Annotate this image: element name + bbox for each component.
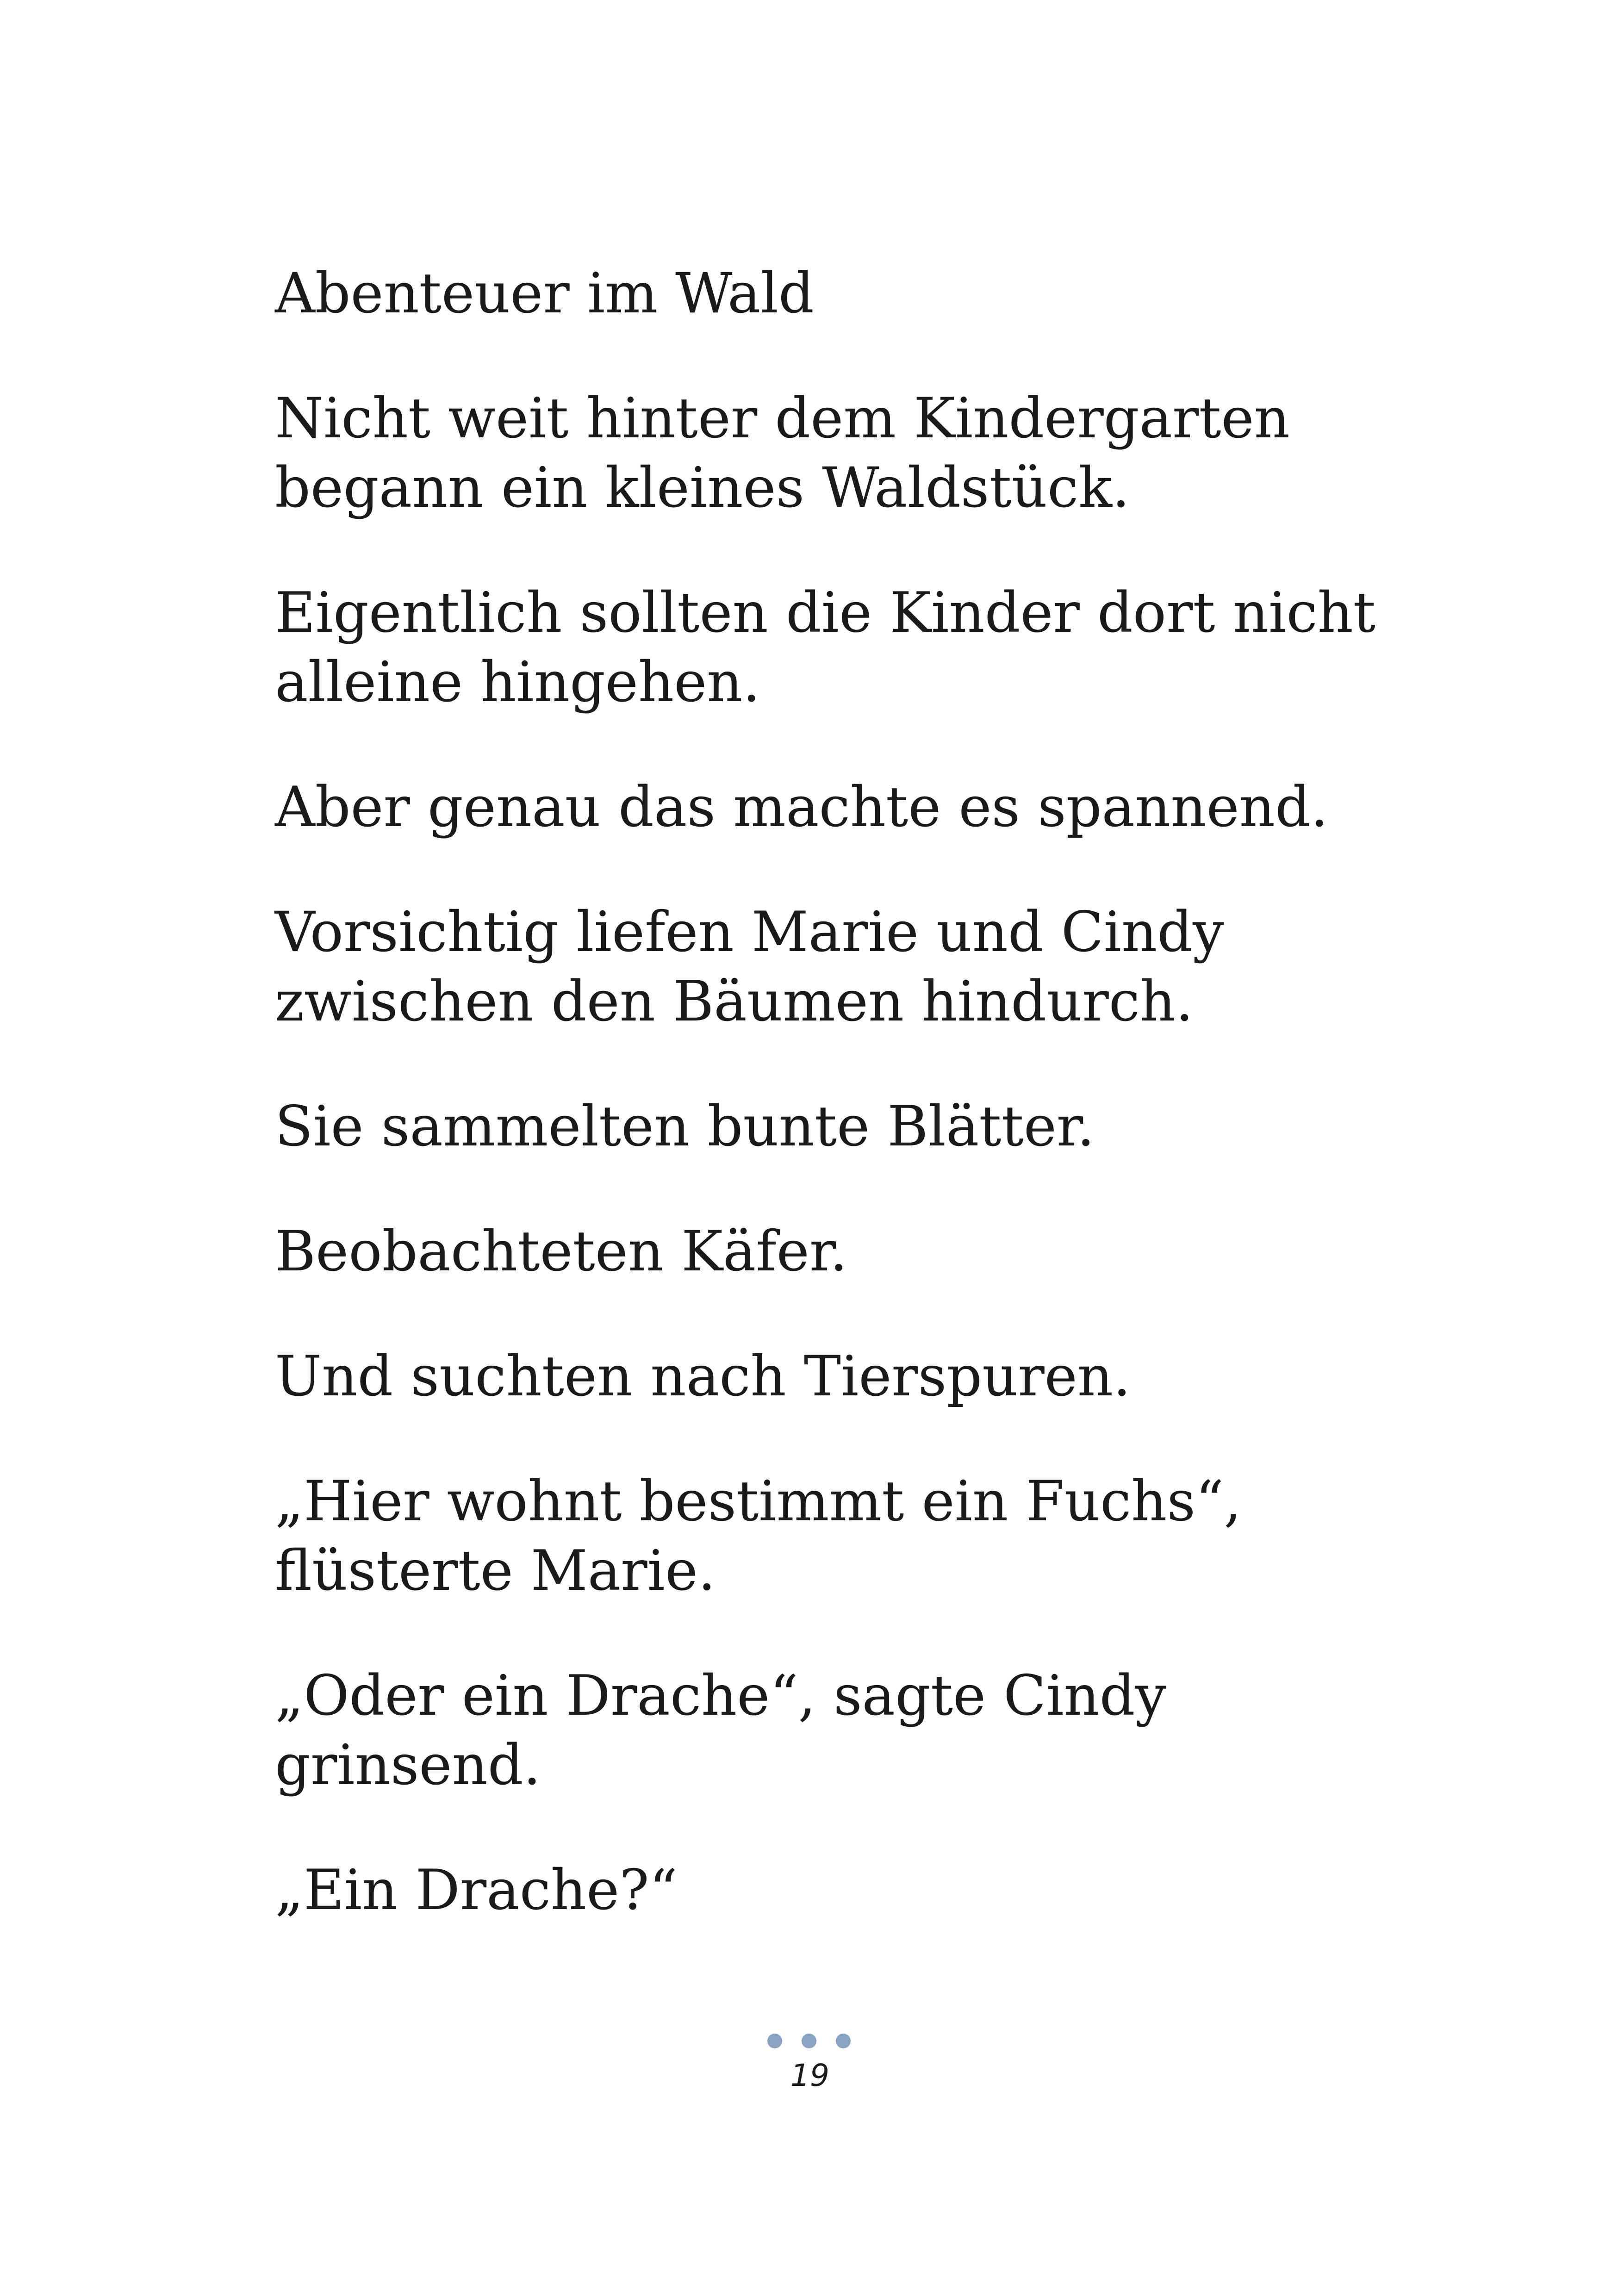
page-ornament	[767, 2034, 851, 2050]
paragraph-line: Und suchten nach Tierspuren.	[275, 1344, 1131, 1409]
paragraph-9	[275, 1661, 1386, 1800]
paragraph-line: Eigentlich sollten die Kinder dort nicht	[275, 581, 1376, 645]
paragraph-8	[275, 1467, 1386, 1606]
paragraph-line: begann ein kleines Waldstück.	[275, 456, 1130, 520]
paragraph-line: Sie sammelten bunte Blätter.	[275, 1095, 1095, 1159]
paragraph-line: Beobachteten Käfer.	[275, 1220, 848, 1284]
paragraph-line: grinsend.	[275, 1733, 541, 1798]
title-line: Abenteuer im Wald	[275, 261, 814, 326]
paragraph-3	[275, 773, 1386, 842]
paragraph-7	[275, 1342, 1386, 1412]
paragraph-line: flüsterte Marie.	[275, 1539, 716, 1603]
story-text	[275, 259, 1386, 1925]
paragraph-line: Aber genau das machte es spannend.	[275, 775, 1328, 840]
paragraph-line: alleine hingehen.	[275, 650, 760, 715]
paragraph-4	[275, 898, 1386, 1037]
ornament-dot-icon	[802, 2034, 816, 2048]
paragraph-line: „Ein Drache?“	[275, 1858, 678, 1923]
paragraph-line: Vorsichtig liefen Marie und Cindy	[275, 900, 1224, 964]
paragraph-6	[275, 1217, 1386, 1287]
paragraph-5	[275, 1092, 1386, 1162]
page-number: 19	[790, 2058, 829, 2093]
paragraph-line: Nicht weit hinter dem Kindergarten	[275, 386, 1290, 451]
paragraph-2	[275, 579, 1386, 717]
story-title	[275, 259, 1386, 329]
paragraph-line: zwischen den Bäumen hindurch.	[275, 970, 1194, 1034]
paragraph-line: „Oder ein Drache“, sagte Cindy	[275, 1664, 1167, 1728]
ornament-dot-icon	[836, 2034, 851, 2048]
paragraph-10	[275, 1856, 1386, 1925]
paragraph-1	[275, 384, 1386, 523]
paragraph-line: „Hier wohnt bestimmt ein Fuchs“,	[275, 1469, 1242, 1534]
ornament-dot-icon	[767, 2034, 782, 2048]
